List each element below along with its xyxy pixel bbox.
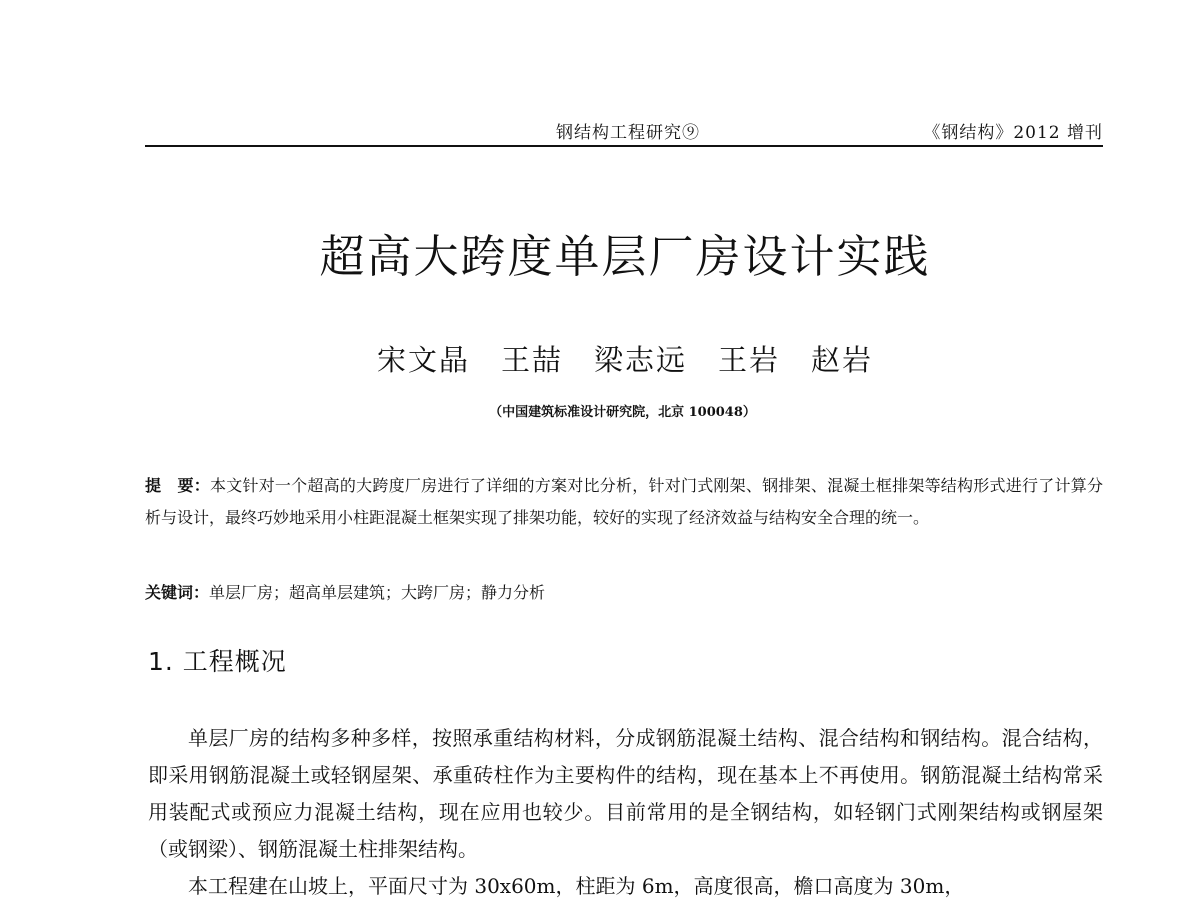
keywords [145, 577, 1103, 609]
keywords-text: 单层厂房；超高单层建筑；大跨厂房；静力分析 [209, 583, 546, 602]
journal-name: 《钢结构》2012 增刊 [923, 123, 1103, 143]
keywords-label: 关键词： [145, 583, 210, 602]
abstract-label: 提 要： [145, 476, 210, 495]
affiliation: （中国建筑标准设计研究院，北京 100048） [489, 405, 756, 420]
section-body [148, 720, 1103, 905]
journal-series: 钢结构工程研究⑨ [556, 123, 700, 143]
paper-title: 超高大跨度单层厂房设计实践 [319, 230, 931, 283]
body-paragraph: 本工程建在山坡上，平面尺寸为 30x60m，柱距为 6m，高度很高，檐口高度为 30m， [188, 874, 965, 898]
abstract-text: 本文针对一个超高的大跨度厂房进行了详细的方案对比分析，针对门式刚架、钢排架、混凝土框排架等结构形式进行了计算分析与设计，最终巧妙地采用小柱距混凝土框架实现了排架功能，较好的实现了经济效益与结构安全合理的统一。 [145, 476, 1103, 527]
body-paragraph: 单层厂房的结构多种多样，按照承重结构材料，分成钢筋混凝土结构、混合结构和钢结构。混合结构，即采用钢筋混凝土或轻钢屋架、承重砖柱作为主要构件的结构，现在基本上不再使用。钢筋混凝土结构常采用装配式或预应力混凝土结构，现在应用也较少。目前常用的是全钢结构，如轻钢门式刚架结构或钢屋架（或钢梁）、钢筋混凝土柱排架结构。 [148, 726, 1103, 861]
author-list: 宋文晶 王喆 梁志远 王岩 赵岩 [376, 343, 873, 377]
abstract [145, 470, 1103, 534]
running-header [145, 112, 1103, 146]
header-rule [145, 145, 1103, 147]
section-heading: 1. 工程概况 [148, 647, 287, 676]
